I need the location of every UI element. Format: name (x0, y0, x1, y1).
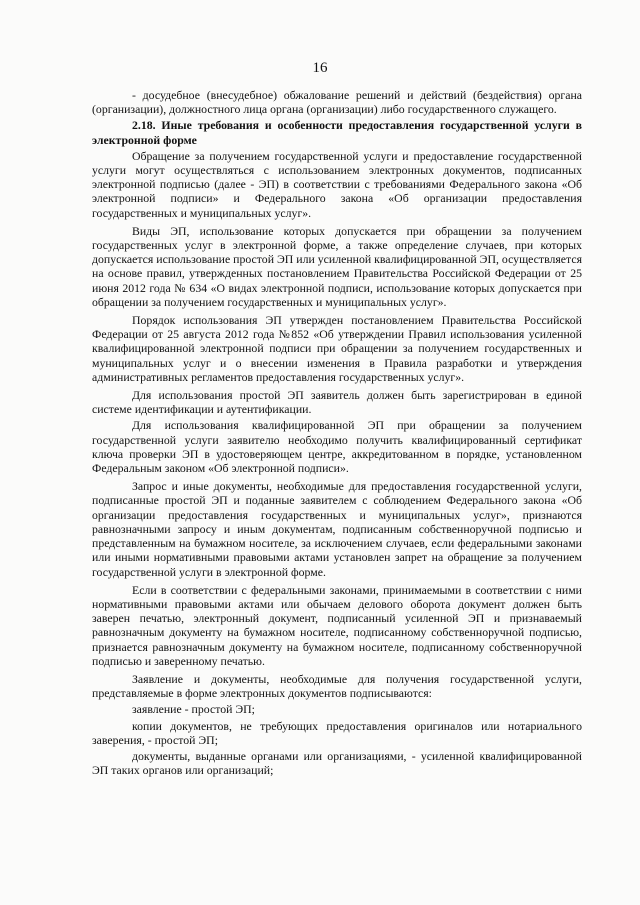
page-number: 16 (312, 60, 328, 76)
paragraph-simple-signature: Для использования простой ЭП заявитель должен быть зарегистрирован в единой системе идентификации и аутентификации. (92, 388, 582, 417)
list-item-issued-documents: документы, выданные органами или организациями, - усиленной квалифицированной ЭП таких органов или организаций; (92, 748, 582, 778)
paragraph-appeal-item: - досудебное (внесудебное) обжалование решений и действий (бездействия) органа (организации), должностного лица органа (организации) либо государственного служащего. (92, 88, 582, 117)
paragraph-signature-procedure: Порядок использования ЭП утвержден постановлением Правительства Российской Федерации от 25 августа 2012 года №852 «Об утверждении Правил использования усиленной квалифицированной электронной подписи при обращении за получением государственных и муниципальных услуг и о внесении изменения в Правила разработки и утверждения административных регламентов предоставления государственных услуг». (92, 313, 582, 384)
paragraph-qualified-signature: Для использования квалифицированной ЭП при обращении за получением государственной услуги заявителю необходимо получить квалифицированный сертификат ключа проверки ЭП в удостоверяющем центре, аккредитованном в порядке, установленном Федеральным законом «Об электронной подписи». (92, 418, 582, 476)
list-item-application: заявление - простой ЭП; (132, 702, 255, 717)
list-item-copies: копии документов, не требующих предоставления оригиналов или нотариального заверения, - простой ЭП; (92, 718, 582, 747)
paragraph-signature-types: Виды ЭП, использование которых допускается при обращении за получением государственных услуг в электронной форме, а также определение случаев, при которых допускается использование простой ЭП или усиленной квалифицированной ЭП, осуществляется на основе правил, утвержденных постановлением Правительства Российской Федерации от 25 июня 2012 года № 634 «О видах электронной подписи, использование которых допускается при обращении за получением государственных и муниципальных услуг». (92, 223, 582, 309)
paragraph-signing-list-intro: Заявление и документы, необходимые для получения государственной услуги, представляемые в форме электронных документов подписываются: (92, 671, 582, 701)
document-body (92, 88, 582, 779)
paragraph-equivalence: Запрос и иные документы, необходимые для предоставления государственной услуги, подписанные простой ЭП и поданные заявителем с соблюдением Федерального закона «Об организации предоставления государственных и муниципальных услуг», признаются равнозначными запросу и иным документам, подписанным собственноручной подписью и представленным на бумажном носителе, за исключением случаев, если федеральными законами или иными нормативными правовыми актами установлен запрет на обращение за получением государственной услуги в электронной форме. (92, 479, 582, 579)
section-heading-2-18: 2.18. Иные требования и особенности предоставления государственной услуги в электронной форме (92, 118, 582, 147)
paragraph-electronic-request: Обращение за получением государственной услуги и предоставление государственной услуги могут осуществляться с использованием электронных документов, подписанных электронной подписью (далее - ЭП) в соответствии с требованиями Федерального закона «Об электронной подписи» и Федерального закона «Об организации предоставления государственных и муниципальных услуг». (92, 148, 582, 220)
paragraph-seal-requirement: Если в соответствии с федеральными законами, принимаемыми в соответствии с ними нормативными правовыми актами или обычаем делового оборота документ должен быть заверен печатью, электронный документ, подписанный усиленной ЭП и признаваемый равнозначным документу на бумажном носителе, подписанному собственноручной подписью, признается равнозначным документу на бумажном носителе, подписанному собственноручной подписью и заверенному печатью. (92, 582, 582, 668)
